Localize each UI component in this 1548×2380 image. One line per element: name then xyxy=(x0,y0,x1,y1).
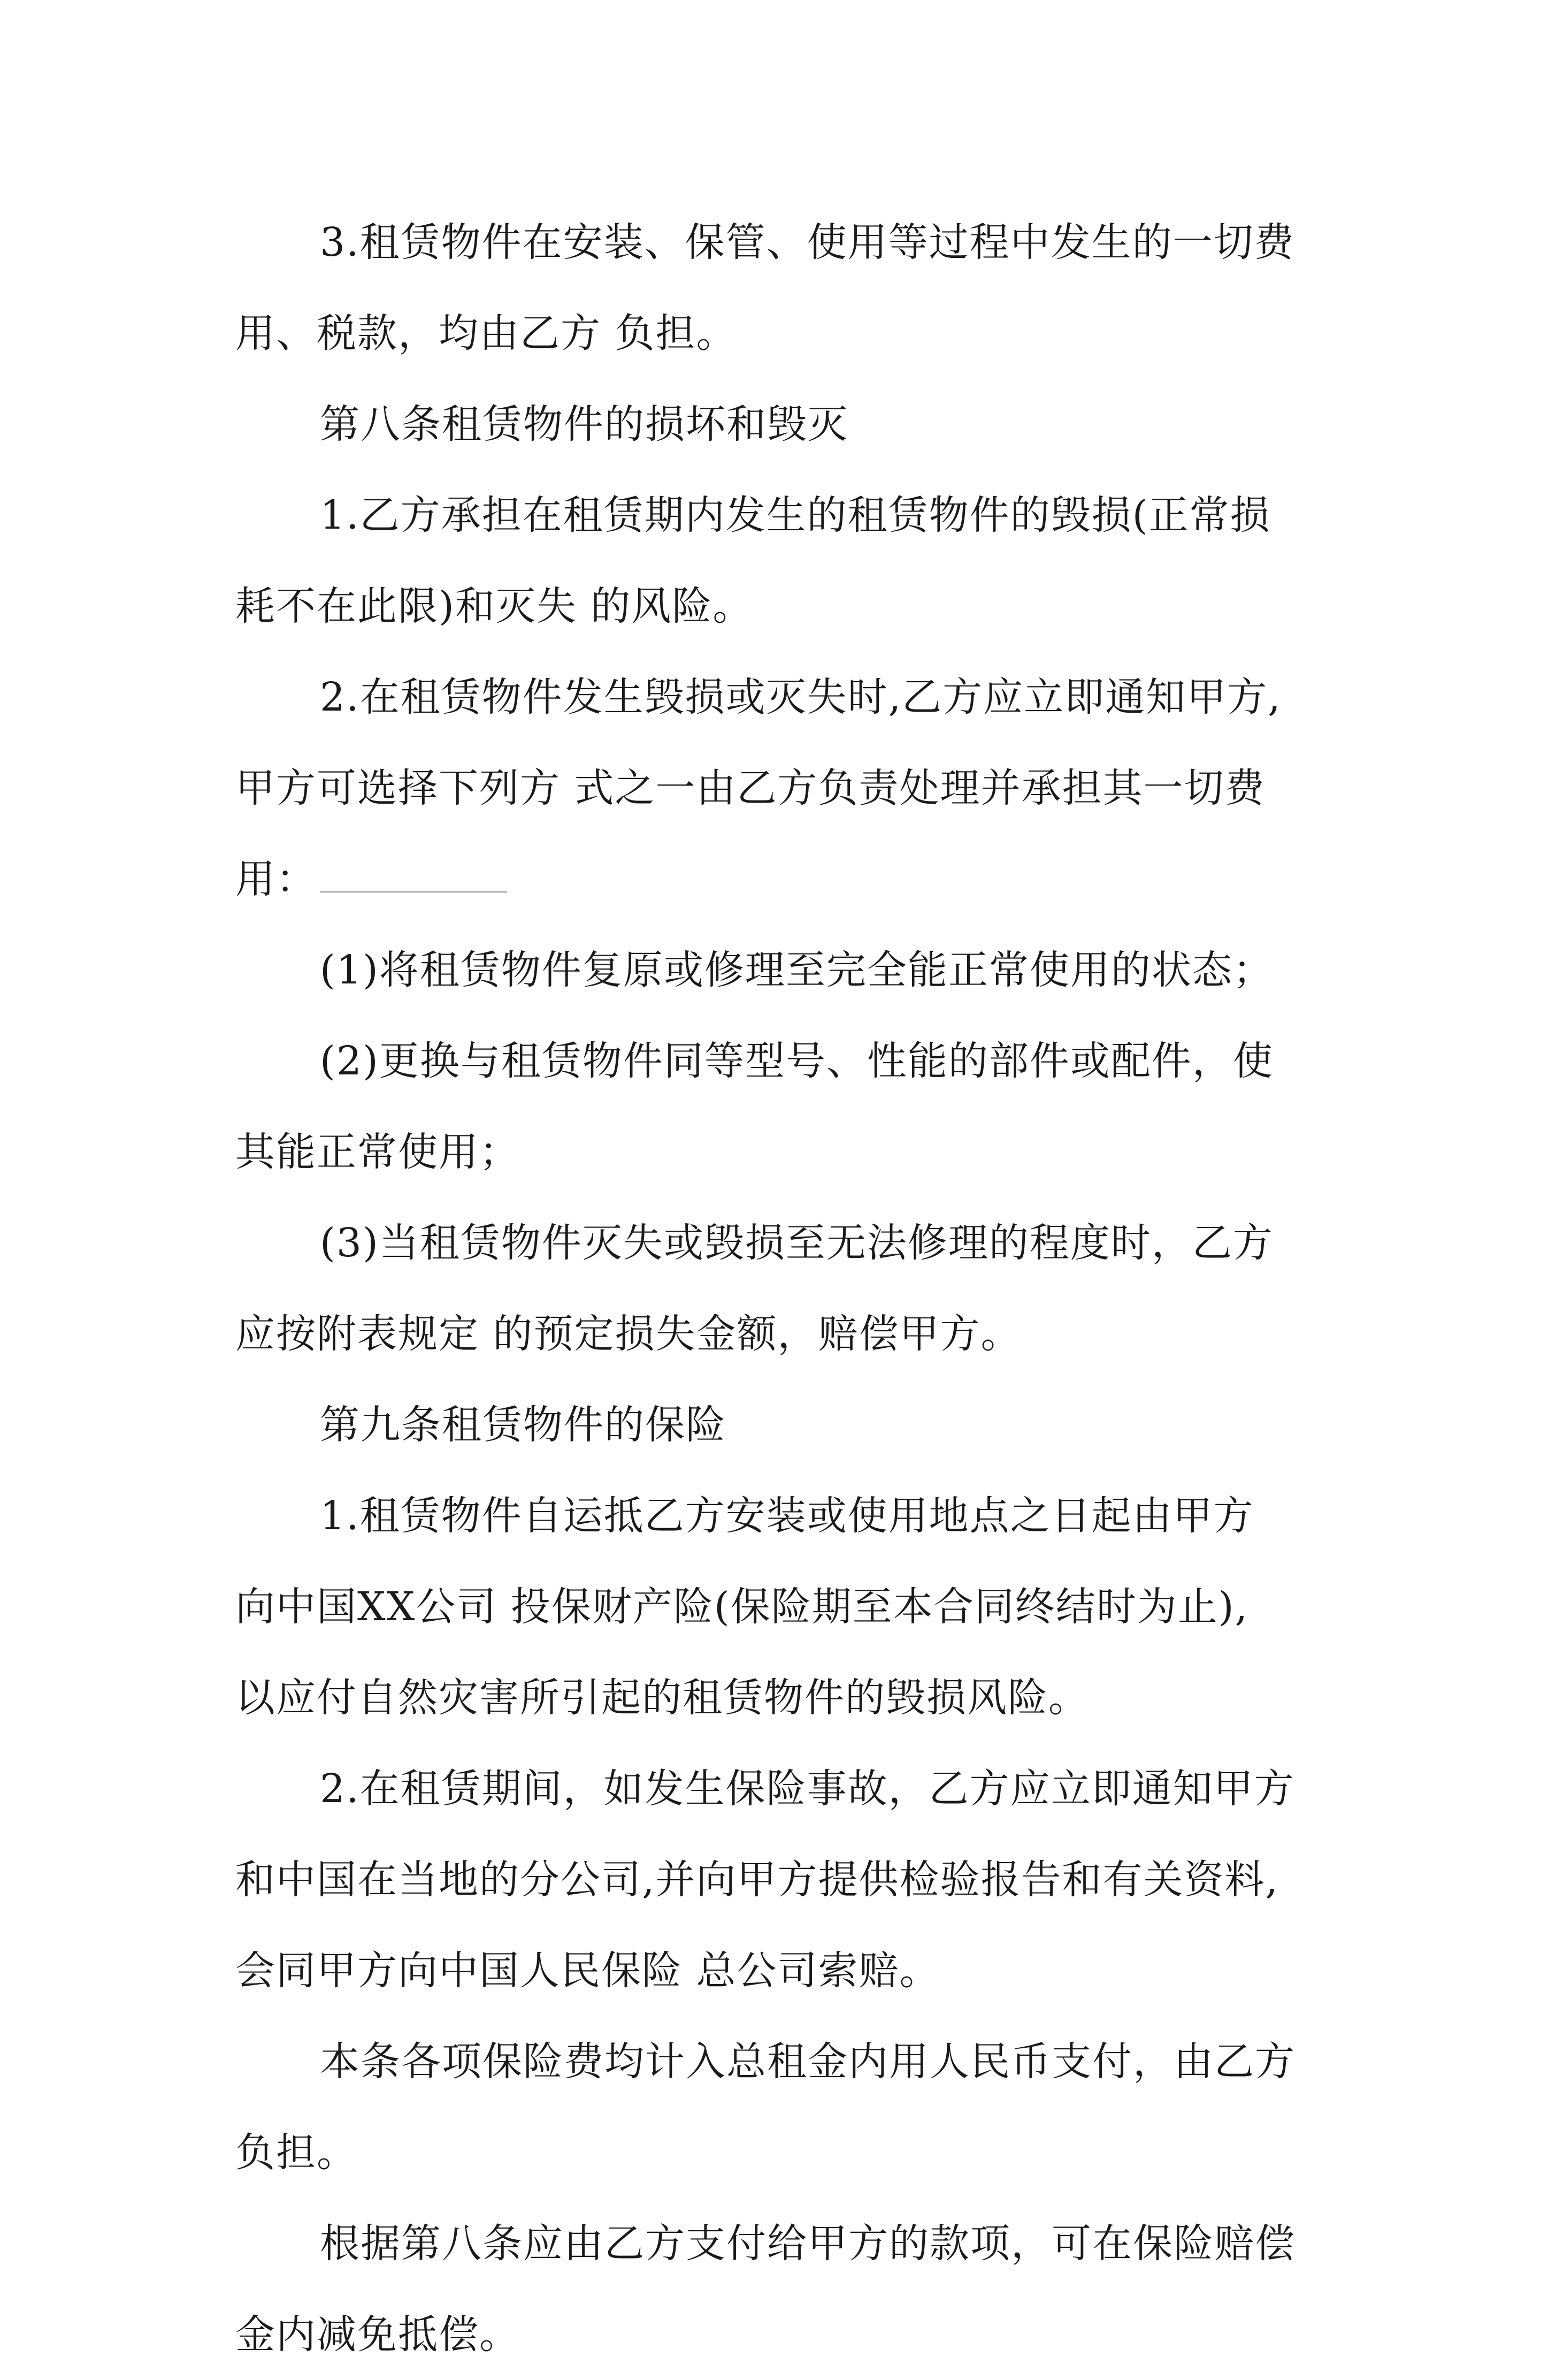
fill-in-blank xyxy=(320,860,507,892)
paragraph-option-1: (1)将租赁物件复原或修理至完全能正常使用的状态； xyxy=(320,947,1274,993)
article-9-heading: 第九条租赁物件的保险 xyxy=(320,1402,726,1448)
paragraph-offset: 根据第八条应由乙方支付给甲方的款项，可在保险赔偿 金内减免抵偿。 xyxy=(235,2221,1296,2358)
paragraph-damage-risk: 1.乙方承担在租赁期内发生的租赁物件的毁损(正常损 耗不在此限)和灭失 的风险。 xyxy=(235,492,1271,629)
paragraph-damage-notice xyxy=(235,652,1337,925)
paragraph-insurance-fee: 本条各项保险费均计入总租金内用人民币支付，由乙方 负担。 xyxy=(235,2039,1296,2176)
paragraph-expenses: 3.租赁物件在安装、保管、使用等过程中发生的一切费 用、税款，均由乙方 负担。 xyxy=(235,219,1295,356)
paragraph-damage-notice-text: 2.在租赁物件发生毁损或灭失时,乙方应立即通知甲方, 甲方可选择下列方 式之一由乙方负责处理并承担其一切费 用： xyxy=(235,674,1282,902)
paragraph-option-3: (3)当租赁物件灭失或毁损至无法修理的程度时，乙方 应按附表规定 的预定损失金额，赔偿甲方。 xyxy=(235,1220,1274,1357)
paragraph-insurance-1: 1.租赁物件自运抵乙方安装或使用地点之日起由甲方 向中国XX公司 投保财产险(保险期至本合同终结时为止), 以应付自然灾害所引起的租赁物件的毁损风险。 xyxy=(235,1493,1254,1721)
paragraph-insurance-2: 2.在租赁期间，如发生保险事故，乙方应立即通知甲方 和中国在当地的分公司,并向甲方提供检验报告和有关资料, 会同甲方向中国人民保险 总公司索赔。 xyxy=(235,1766,1295,1994)
document-body xyxy=(235,197,1337,2380)
article-8-heading: 第八条租赁物件的损坏和毁灭 xyxy=(320,401,848,447)
paragraph-option-2: (2)更换与租赁物件同等型号、性能的部件或配件，使 其能正常使用； xyxy=(235,1038,1274,1175)
